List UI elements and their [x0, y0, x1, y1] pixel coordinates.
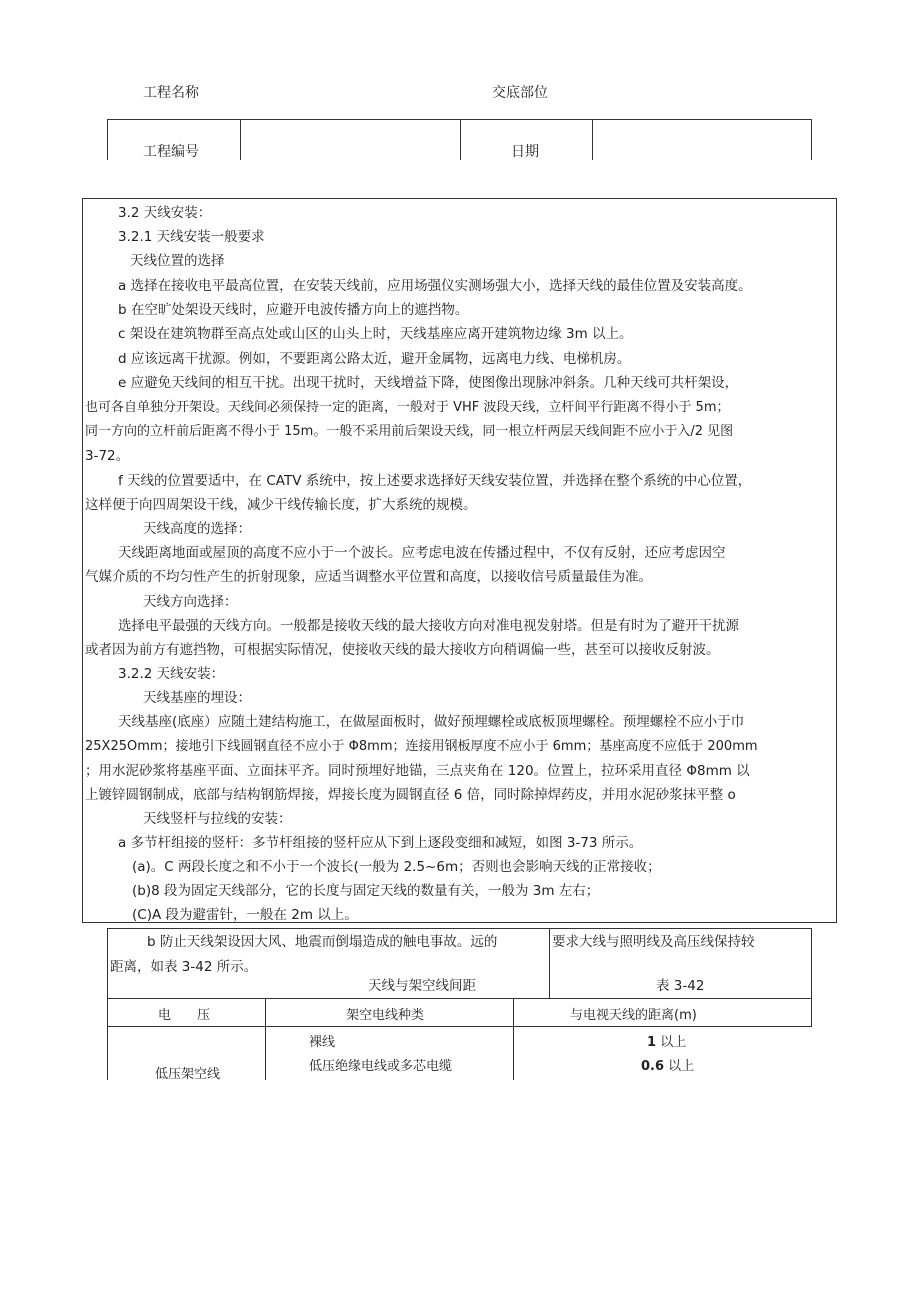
text-line: 3-72。	[85, 448, 130, 464]
text-line: 25X25Omm；接地引下线圆钢直径不应小于 Φ8mm；连接用钢板厚度不应小于 6mm；基座高度不应低于 200mm	[85, 739, 758, 754]
subheading-base: 天线基座的埋设：	[143, 690, 251, 706]
table-number: 表 3-42	[656, 978, 705, 994]
table-row-type: 低压绝缘电线或多芯电缆	[309, 1059, 453, 1074]
text-line: 天线距离地面或屋顶的高度不应小于一个波长。应考虑电波在传播过程中，不仅有反射，还应考虑因空	[118, 545, 726, 561]
text-line: 选择电平最强的天线方向。一般都是接收天线的最大接收方向对准电视发射塔。但是有时为了避开干扰源	[118, 618, 739, 634]
lower-left-text-2: 距离，如表 3-42 所示。	[110, 959, 258, 975]
text-line: (b)8 段为固定天线部分，它的长度与固定天线的数量有关，一般为 3m 左右；	[132, 883, 600, 899]
text-line: e 应避免天线间的相互干扰。出现干扰时，天线增益下降，使图像出现脉冲斜条。几种天线可共杆架设，	[118, 375, 739, 391]
distance-value: 0.6	[641, 1059, 665, 1074]
subheading-position: 天线位置的选择	[130, 253, 225, 269]
text-line: 同一方向的立杆前后距离不得小于 15m。一般不采用前后架设天线，同一根立杆两层天线间距不应小于入/2 见图	[85, 424, 734, 439]
text-line: a 选择在接收电平最高位置，在安装天线前，应用场强仪实测场强大小，选择天线的最佳位置及安装高度。	[118, 278, 752, 294]
project-no-label: 工程编号	[143, 144, 199, 160]
heading-3-2-1: 3.2.1 天线安装一般要求	[118, 229, 265, 245]
column-header-wire-type: 架空电线种类	[346, 1008, 425, 1023]
subheading-direction: 天线方向选择：	[143, 594, 238, 610]
distance-value: 1	[647, 1035, 657, 1050]
text-line: c 架设在建筑物群至高点处或山区的山头上时，天线基座应离开建筑物边缘 3m 以上。	[118, 326, 633, 342]
subheading-height: 天线高度的选择：	[143, 521, 251, 537]
text-line: a 多节杆组接的竖杆：多节杆组接的竖杆应从下到上逐段变细和减短，如图 3-73 所示。	[118, 835, 643, 851]
table-row-distance	[647, 1031, 686, 1050]
date-label: 日期	[511, 144, 539, 160]
distance-unit: 以上	[660, 1035, 687, 1050]
text-line: d 应该远离干扰源。例如，不要距离公路太近，避开金属物，远离电力线、电梯机房。	[118, 351, 631, 367]
table-caption: 天线与架空线间距	[368, 978, 476, 994]
column-header-voltage: 电 压	[158, 1008, 211, 1023]
lower-left-text-1: b 防止天线架设因大风、地震而倒塌造成的触电事故。远的	[147, 934, 498, 950]
subheading-mast: 天线竖杆与拉线的安装：	[143, 811, 292, 827]
text-line: 这样便于向四周架设干线，减少干线传输长度，扩大系统的规模。	[85, 497, 477, 513]
table-row-distance	[641, 1055, 694, 1074]
text-line: f 天线的位置要适中，在 CATV 系统中，按上述要求选择好天线安装位置，并选择在整个系统的中心位置，	[118, 473, 752, 489]
heading-3-2: 3.2 天线安装：	[118, 205, 212, 221]
table-row-type: 裸线	[309, 1035, 336, 1050]
text-line: 也可各自单独分开架设。天线间必须保持一定的距离，一般对于 VHF 波段天线，立杆间平行距离不得小于 5m；	[85, 400, 730, 415]
row-group-low-voltage: 低压架空线	[155, 1067, 221, 1082]
text-line: ；用水泥砂浆将基座平面、立面抹平齐。同时预埋好地锚，三点夹角在 120。位置上，拉环采用直径 Φ8mm 以	[85, 763, 750, 779]
heading-3-2-2: 3.2.2 天线安装：	[118, 666, 225, 682]
text-line: 或者因为前方有遮挡物，可根据实际情况，使接收天线的最大接收方向稍调偏一些，甚至可以接收反射波。	[85, 642, 720, 658]
column-header-distance: 与电视天线的距离(m)	[570, 1008, 697, 1023]
handover-part-label: 交底部位	[492, 85, 548, 101]
text-line: (a)。C 两段长度之和不小于一个波长(一般为 2.5~6m；否则也会影响天线的正常接收；	[132, 859, 661, 875]
text-line: 天线基座(底座）应随土建结构施工，在做屋面板时，做好预埋螺栓或底板顶埋螺栓。预埋螺栓不应小于巾	[118, 714, 745, 730]
text-line: 上镀锌圆钢制成，底部与结构钢筋焊接，焊接长度为圆钢直径 6 倍，同时除掉焊药皮，并用水泥砂浆抹平整 o	[85, 787, 736, 803]
text-line: 气媒介质的不均匀性产生的折射现象，应适当调整水平位置和高度，以接收信号质量最佳为准。	[85, 569, 652, 585]
distance-unit: 以上	[668, 1059, 695, 1074]
text-line: b 在空旷处架设天线时，应避开电波传播方向上的遮挡物。	[118, 302, 469, 318]
text-line: (C)A 段为避雷针，一般在 2m 以上。	[132, 907, 358, 923]
lower-right-text: 要求大线与照明线及高压线保持较	[552, 934, 755, 950]
project-name-label: 工程名称	[143, 85, 199, 101]
